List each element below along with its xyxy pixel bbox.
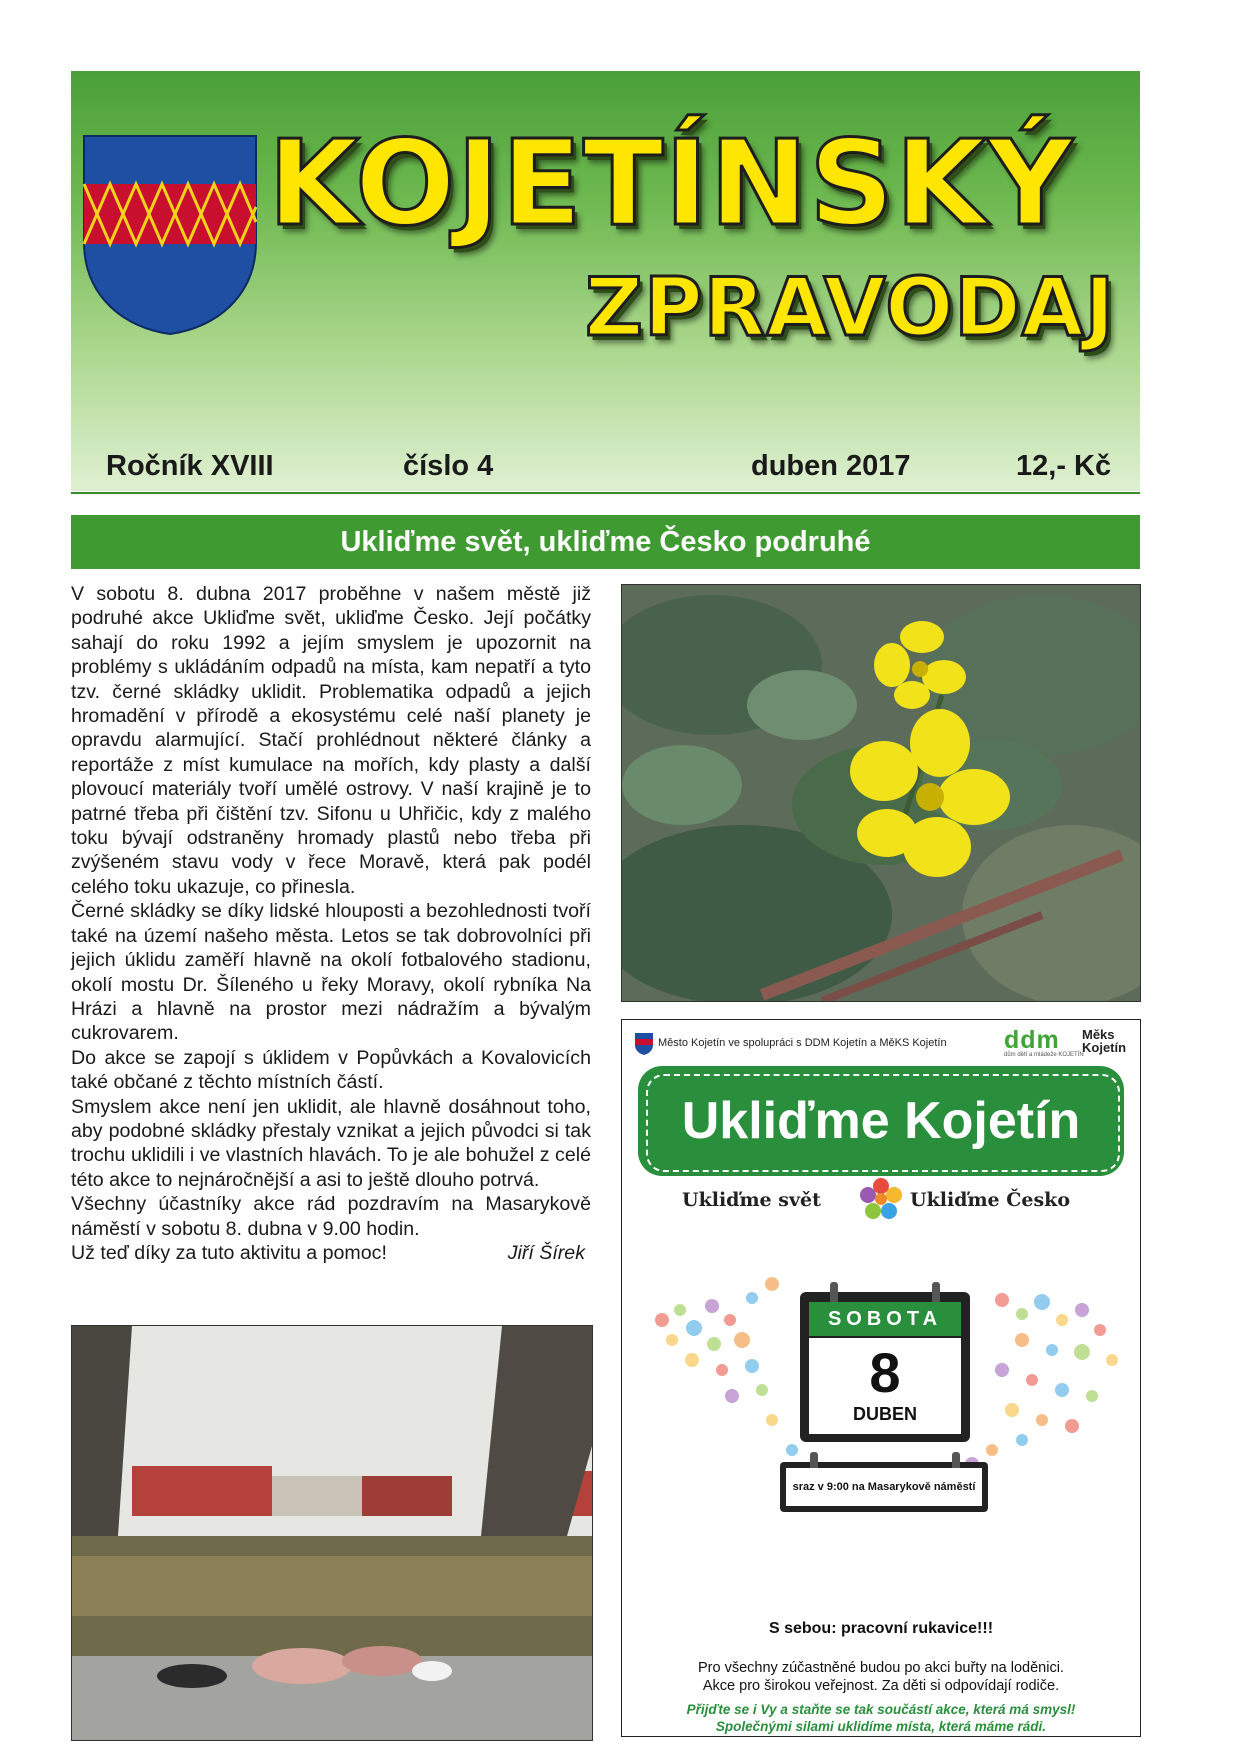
bring-gloves-text: S sebou: pracovní rukavice!!! — [768, 1620, 994, 1637]
issue-number: číslo 4 — [403, 450, 494, 482]
issue-date: duben 2017 — [751, 450, 911, 482]
meks-logo: Měks Kojetín — [1082, 1027, 1127, 1055]
article-paragraph: Všechny účastníky akce rád pozdravím na Masarykově náměstí v sobotu 8. dubna v 9.00 hodin. — [71, 1193, 591, 1240]
ddm-logo-subtitle: dům dětí a mládeže KOJETÍN — [1004, 1052, 1084, 1058]
issue-price: 12,- Kč — [1016, 450, 1112, 482]
article-paragraph: Smyslem akce není jen uklidit, ale hlavně dosáhnout toho, aby podobné skládky přestaly vznikat a jejich původci si tak trochu uklidili i ve vlastních hlavách. To je ale bohužel z celé této akce to nejnáročnější a asi to ještě dlouho potrvá. — [71, 1095, 591, 1191]
calendar-weekday: SOBOTA — [809, 1302, 961, 1336]
article-signoff — [71, 1241, 591, 1265]
coat-of-arms-icon — [80, 132, 260, 337]
author-name: Jiří Šírek — [507, 1241, 585, 1264]
flower-photo — [621, 584, 1141, 1002]
article-headline: Ukliďme svět, ukliďme Česko podruhé — [71, 515, 1140, 569]
call-to-action: Společnými silami uklidíme místa, která máme rádi. — [715, 1719, 1047, 1734]
meeting-text: sraz v 9:00 na Masarykově náměstí — [792, 1481, 976, 1493]
call-to-action: Přijďte se i Vy a staňte se tak součástí akce, která má smysl! — [686, 1702, 1076, 1717]
event-poster — [621, 1019, 1141, 1737]
masthead-title-line2: ZPRAVODAJ — [585, 261, 1116, 354]
closing-line: Už teď díky za tuto aktivitu a pomoc! — [71, 1241, 387, 1264]
organizers-text: Město Kojetín ve spolupráci s DDM Kojetín a MěKS Kojetín — [658, 1037, 947, 1049]
small-coat-of-arms-icon — [634, 1032, 654, 1056]
calendar-ring — [932, 1282, 940, 1304]
calendar-month: DUBEN — [852, 1404, 917, 1424]
article-paragraph: V sobotu 8. dubna 2017 proběhne v našem městě již podruhé akce Ukliďme svět, ukliďme Česko. Její počátky sahají do roku 1992 a jejím smyslem je upozornit na problémy s ukládáním odpadů na místa, kam nepatří a tyto tzv. černé skládky uklidit. Problematika odpadů a jejich hromadění v přírodě a ekosystému celé naší planety je opravdu alarmující. Stačí prohlédnout některé články a reportáže z míst kumulace na mořích, kdy plasty a další plovoucí materiály tvoří umělé ostrovy. V naší krajině je to patrné třeba při čištění tzv. Sifonu u Uhřičic, kdy z malého toku bývají odstraněny hromady plastů nebo třeba při zvýšeném stavu vody v řece Moravě, která pak podél celého toku ukazuje, co přinesla. — [71, 583, 591, 898]
illegal-dump-photo — [71, 1325, 593, 1741]
slogan-left: Ukliďme svět — [682, 1189, 821, 1211]
divider — [71, 492, 1140, 494]
poster-title: Ukliďme Kojetín — [681, 1092, 1081, 1150]
slogan-right: Ukliďme Česko — [910, 1189, 1071, 1211]
calendar-day: 8 — [869, 1341, 901, 1404]
cleanup-logo-icon — [858, 1176, 904, 1222]
article-paragraph: Černé skládky se díky lidské hlouposti a bezohlednosti tvoří také na území našeho města. Letos se tak dobrovolníci při jejich úklidu zaměří hlavně na okolí fotbalového stadionu, okolí mostu Dr. Šíleného u řeky Moravy, okolí rybníka Na Hrázi a hlavně na prostor mezi nádražím a bývalým cukrovarem. — [71, 900, 591, 1045]
ddm-logo: ddm — [1004, 1026, 1060, 1054]
info-line: Akce pro širokou veřejnost. Za děti si odpovídají rodiče. — [702, 1678, 1060, 1694]
masthead-title-line1: KOJETÍNSKÝ — [268, 114, 1074, 252]
info-line: Pro všechny zúčastněné budou po akci buřty na loděnici. — [698, 1660, 1064, 1676]
article-paragraph: Do akce se zapojí s úklidem v Popůvkách a Kovalovicích také občané z těchto místních částí. — [71, 1046, 591, 1094]
volume-label: Ročník XVIII — [106, 450, 274, 482]
article-body — [71, 582, 591, 1265]
calendar-ring — [830, 1282, 838, 1304]
